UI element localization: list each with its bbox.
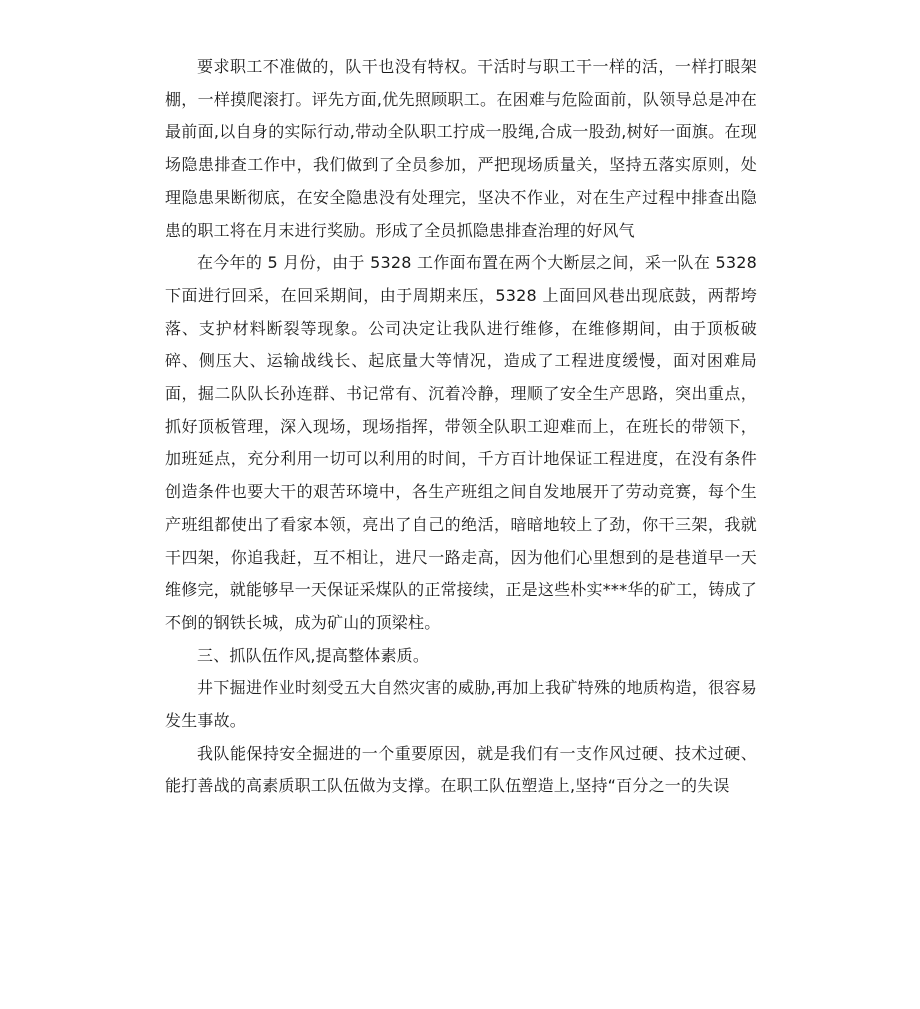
paragraph-team-quality: 我队能保持安全掘进的一个重要原因，就是我们有一支作风过硬、技术过硬、能打善战的高素质职工队伍做为支撑。在职工队伍塑造上,坚持“百分之一的失误 xyxy=(165,743,757,796)
paragraph-may-maintenance: 在今年的 5 月份，由于 5328 工作面布置在两个大断层之间，采一队在 5328 下面进行回采，在回采期间，由于周期来压，5328 上面回风巷出现底鼓，两帮垮落、支护材料断裂等现象。公司决定让我队进行维修，在维修期间，由于顶板破碎、侧压大、运输战线长、起底量大等情况，造成了工程进度缓慢，面对困难局面，掘二队队长孙连群、书记常有、沉着冷静，理顺了安全生产思路，突出重点，抓好顶板管理，深入现场，现场指挥，带领全队职工迎难而上，在班长的带领下，加班延点，充分利用一切可以利用的时间，千方百计地保证工程进度，在没有条件创造条件也要大干的艰苦环境中，各生产班组之间自发地展开了劳动竞赛，每个生产班组都使出了看家本领，亮出了自己的绝活，暗暗地较上了劲，你干三架，我就干四架，你追我赶，互不相让，进尺一路走高，因为他们心里想到的是巷道早一天维修完，就能够早一天保证采煤队的正常接续，正是这些朴实***华的矿工，铸成了不倒的钢铁长城，成为矿山的顶梁柱。 xyxy=(165,253,757,632)
paragraph-privileges: 要求职工不准做的，队干也没有特权。干活时与职工干一样的活，一样打眼架棚，一样摸爬滚打。评先方面,优先照顾职工。在困难与危险面前，队领导总是冲在最前面,以自身的实际行动,带动全队职工拧成一股绳,合成一股劲,树好一面旗。在现场隐患排查工作中，我们做到了全员参加，严把现场质量关，坚持五落实原则，处理隐患果断彻底，在安全隐患没有处理完，坚决不作业，对在生产过程中排查出隐患的职工将在月末进行奖励。形成了全员抓隐患排查治理的好风气 xyxy=(165,57,757,240)
section-heading-team-style: 三、抓队伍作风,提高整体素质。 xyxy=(197,645,430,665)
document-body xyxy=(165,51,757,803)
paragraph-underground-hazards: 井下掘进作业时刻受五大自然灾害的威胁,再加上我矿特殊的地质构造，很容易发生事故。 xyxy=(165,678,757,731)
